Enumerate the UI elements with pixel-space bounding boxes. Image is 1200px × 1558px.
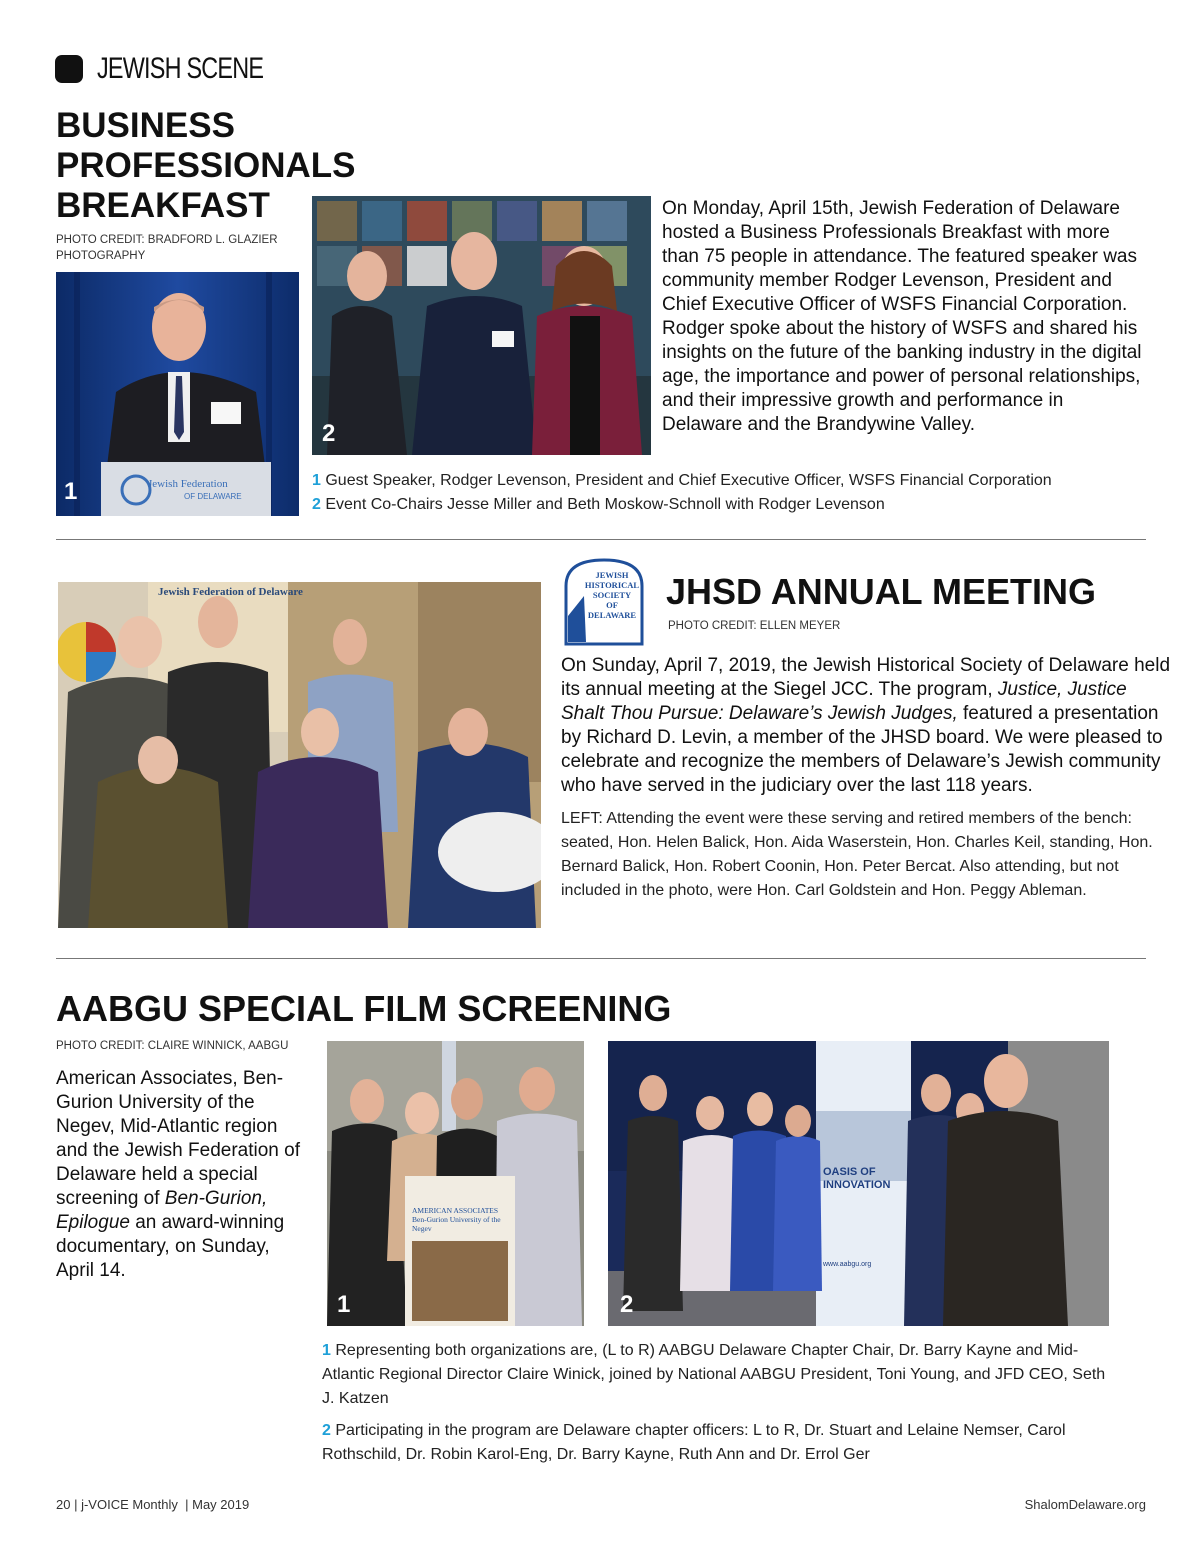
article3-body (56, 1067, 306, 1283)
body-text-part: On Sunday, April 7, 2019, the Jewish Historical Society of Delaware held its annual meeting at the Siegel JCC. The program, (561, 655, 1171, 700)
body-text-part: American Associates, Ben-Gurion University of the Negev, Mid-Atlantic region and the Jewish Federation of Delaware held a special screening of (56, 1068, 300, 1209)
logo-line: HISTORICAL (584, 580, 640, 590)
article3-photo-credit: PHOTO CREDIT: CLAIRE WINNICK, AABGU (56, 1040, 289, 1052)
logo-line: SOCIETY (592, 590, 632, 600)
banner-title: OASIS OF INNOVATION (823, 1166, 891, 1191)
article3-photo-1 (327, 1041, 584, 1326)
credit-line: PHOTO CREDIT: BRADFORD L. GLAZIER (56, 234, 278, 246)
section-label: JEWISH SCENE (97, 52, 264, 85)
caption-number: 1 (322, 1342, 331, 1359)
footer-left: 20 | j-VOICE Monthly | May 2019 (56, 1497, 250, 1512)
caption-item (312, 469, 1152, 493)
jhsd-logo (562, 556, 646, 646)
body-text-part: an award-winning documentary, on Sunday, April 14. (56, 1212, 285, 1281)
caption-text: Representing both organizations are, (L to R) AABGU Delaware Chapter Chair, Dr. Barry Kayne and Mid-Atlantic Regional Director Claire Winick, joined by National AABGU President, Toni Young, and JFD CEO, Seth J. Katzen (322, 1342, 1106, 1407)
issue-date: May 2019 (192, 1497, 250, 1512)
cochairs-photo-image (312, 196, 651, 455)
publication-name: j-VOICE Monthly (81, 1497, 178, 1512)
photo-number: 1 (64, 478, 78, 505)
article1-photo-credit (56, 232, 296, 264)
wall-sign-text: Jewish Federation of Delaware (158, 586, 303, 598)
photo-number: 1 (337, 1291, 351, 1318)
footer-site: ShalomDelaware.org (1024, 1497, 1146, 1512)
logo-line: DELAWARE (587, 610, 637, 620)
credit-line: PHOTOGRAPHY (56, 250, 146, 262)
article2-photo (58, 582, 541, 928)
caption-text: Guest Speaker, Rodger Levenson, President and Chief Executive Officer, WSFS Financial Corporation (325, 472, 1052, 489)
caption-item (312, 493, 1152, 517)
article1-photo-1 (56, 272, 299, 516)
podium-logo-text: Jewish Federation (148, 478, 228, 490)
article1-title-line: BREAKFAST (56, 186, 270, 225)
article1-body: On Monday, April 15th, Jewish Federation of Delaware hosted a Business Professionals Breakfast with more than 75 people in attendance. The featured speaker was community member Rodger Levenson, President and Chief Executive Officer of WSFS Financial Corporation. Rodger spoke about the history of WSFS and shared his insights on the future of the banking industry in the digital age, the importance and power of personal relationships, and their impressive growth and performance in Delaware and the Brandywine Valley. (662, 198, 1142, 435)
logo-line: OF (606, 600, 618, 610)
article3-captions (322, 1339, 1112, 1467)
article3-title: AABGU SPECIAL FILM SCREENING (56, 988, 672, 1029)
article1-title (56, 106, 355, 226)
article3-photo-2 (608, 1041, 1109, 1326)
caption-item (322, 1419, 1112, 1467)
article1-photo-2 (312, 196, 651, 455)
article2-body (561, 654, 1173, 798)
logo-line: JEWISH (595, 570, 629, 580)
page-number: 20 (56, 1497, 71, 1512)
representatives-photo-image (327, 1041, 584, 1326)
photo-number: 2 (620, 1291, 634, 1318)
article1-title-line: BUSINESS (56, 106, 235, 145)
caption-number: 1 (312, 472, 321, 489)
section-marker-icon (55, 55, 83, 83)
banner-line: Ben-Gurion University of the Negev (412, 1215, 501, 1233)
section-divider (56, 958, 1146, 959)
film-title: Ben-Gurion, Epilogue (56, 1188, 268, 1233)
article1-title-line: PROFESSIONALS (56, 146, 356, 185)
banner-text (412, 1206, 512, 1233)
caption-number: 2 (312, 496, 321, 513)
section-tag (55, 52, 310, 86)
article2-title: JHSD ANNUAL MEETING (666, 571, 1097, 612)
caption-number: 2 (322, 1422, 331, 1439)
body-text-part: featured a presentation by Richard D. Levin, a member of the JHSD board. We were pleased to celebrate and recognize the members of Delaware’s Jewish community who have served in the judiciary over the last 118 years. (561, 703, 1163, 796)
article2-photo-credit: PHOTO CREDIT: ELLEN MEYER (668, 620, 841, 632)
article2-caption: LEFT: Attending the event were these serving and retired members of the bench: seated, Hon. Helen Balick, Hon. Aida Waserstein, Hon. Charles Keil, standing, Hon. Bernard Balick, Hon. Robert Coonin, Hon. Peter Bercat. Also attending, but not included in the photo, were Hon. Carl Goldstein and Hon. Peggy Ableman. (561, 810, 1153, 899)
banner-url: www.aabgu.org (823, 1261, 872, 1268)
caption-text: Event Co-Chairs Jesse Miller and Beth Moskow-Schnoll with Rodger Levenson (325, 496, 885, 513)
jhsd-logo-text (582, 570, 642, 620)
judges-photo-image (58, 582, 541, 928)
article1-captions (312, 469, 1152, 517)
banner-line: AMERICAN ASSOCIATES (412, 1206, 499, 1215)
photo-number: 2 (322, 420, 336, 447)
caption-item (322, 1339, 1112, 1411)
podium-logo-sub: OF DELAWARE (184, 492, 242, 501)
caption-text: Participating in the program are Delaware chapter officers: L to R, Dr. Stuart and Lelaine Nemser, Carol Rothschild, Dr. Robin Karol-Eng, Dr. Barry Kayne, Ruth Ann and Dr. Errol Ger (322, 1422, 1066, 1463)
program-title: Justice, Justice Shalt Thou Pursue: Delaware’s Jewish Judges, (561, 679, 1127, 724)
section-divider (56, 539, 1146, 540)
